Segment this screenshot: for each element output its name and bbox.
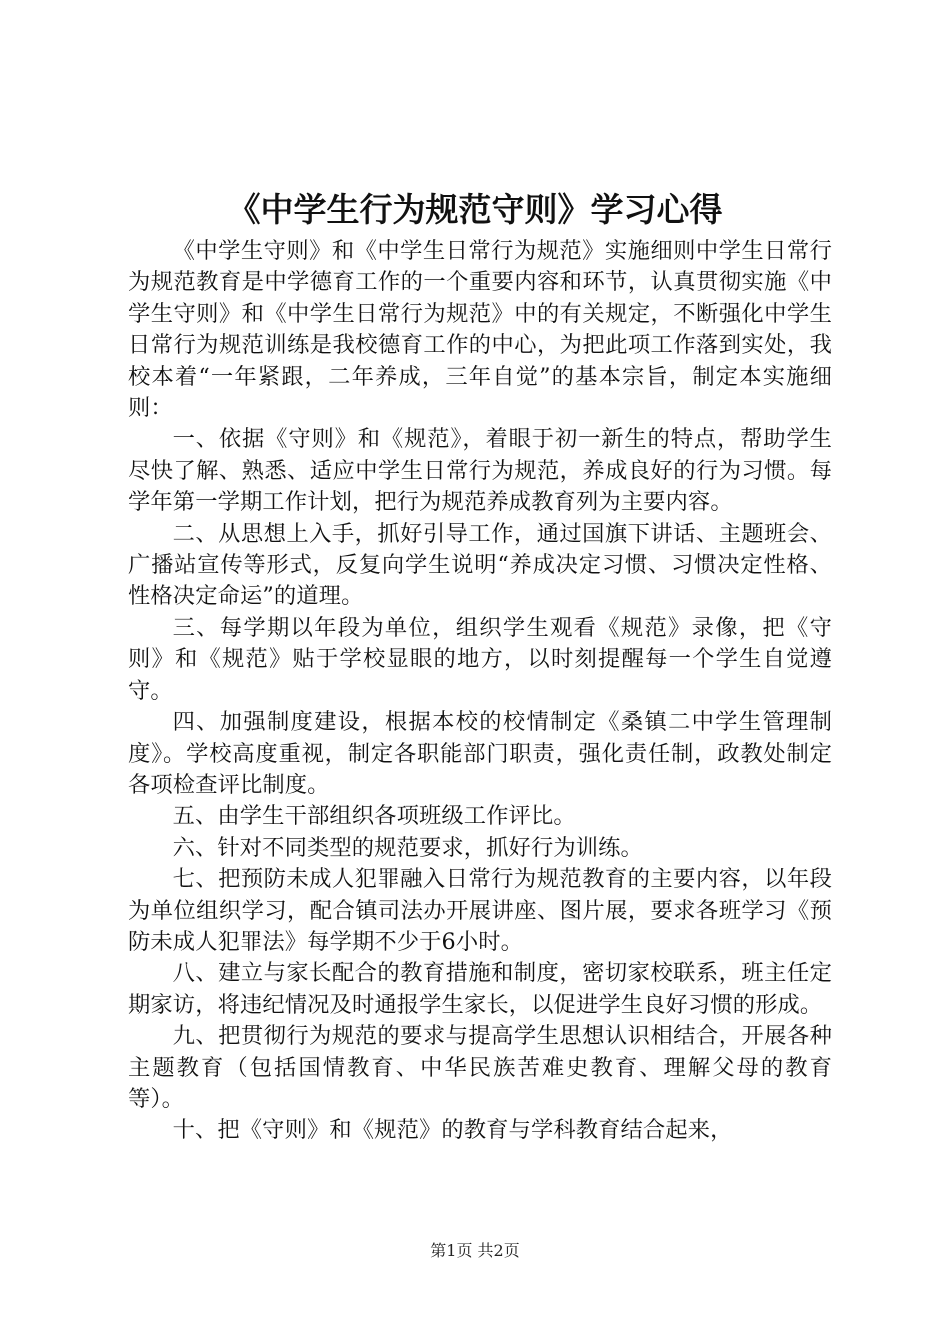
paragraph-item-10: 十、把《守则》和《规范》的教育与学科教育结合起来， — [172, 1117, 733, 1144]
paragraph-intro: 《中学生守则》和《中学生日常行为规范》实施细则中学生日常行为规范教育是中学德育工作的一个重要内容和环节，认真贯彻实施《中学生守则》和《中学生日常行为规范》中的有关规定，不断强化中学生日常行为规范训练是我校德育工作的中心，为把此项工作落到实处，我校本着“一年紧跟，二年养成，三年自觉”的基本宗旨，制定本实施细则： — [128, 238, 832, 422]
paragraph-item-7: 七、把预防未成人犯罪融入日常行为规范教育的主要内容，以年段为单位组织学习，配合镇司法办开展讲座、图片展，要求各班学习《预防未成人犯罪法》每学期不少于6小时。 — [128, 866, 832, 955]
page-number-footer: 第1页 共2页 — [430, 1241, 520, 1260]
paragraph-item-1: 一、依据《守则》和《规范》，着眼于初一新生的特点，帮助学生尽快了解、熟悉、适应中学生日常行为规范，养成良好的行为习惯。每学年第一学期工作计划，把行为规范养成教育列为主要内容。 — [128, 426, 832, 516]
paragraph-item-9: 九、把贯彻行为规范的要求与提高学生思想认识相结合，开展各种主题教育（包括国情教育、中华民族苦难史教育、理解父母的教育等）。 — [128, 1023, 832, 1112]
document-title: 《中学生行为规范守则》学习心得 — [227, 190, 723, 229]
paragraph-item-2: 二、从思想上入手，抓好引导工作，通过国旗下讲话、主题班会、广播站宣传等形式，反复向学生说明“养成决定习惯、习惯决定性格、性格决定命运”的道理。 — [128, 520, 832, 610]
paragraph-item-3: 三、每学期以年段为单位，组织学生观看《规范》录像，把《守则》和《规范》贴于学校显眼的地方，以时刻提醒每一个学生自觉遵守。 — [128, 614, 832, 704]
paragraph-item-5: 五、由学生干部组织各项班级工作评比。 — [172, 803, 576, 830]
paragraph-item-8: 八、建立与家长配合的教育措施和制度，密切家校联系，班主任定期家访，将违纪情况及时通报学生家长，以促进学生良好习惯的形成。 — [128, 960, 832, 1018]
document-body — [128, 236, 832, 1147]
paragraph-item-4: 四、加强制度建设，根据本校的校情制定《桑镇二中学生管理制度》。学校高度重视，制定各职能部门职责，强化责任制，政教处制定各项检查评比制度。 — [128, 709, 832, 798]
paragraph-item-6: 六、针对不同类型的规范要求，抓好行为训练。 — [172, 834, 643, 861]
